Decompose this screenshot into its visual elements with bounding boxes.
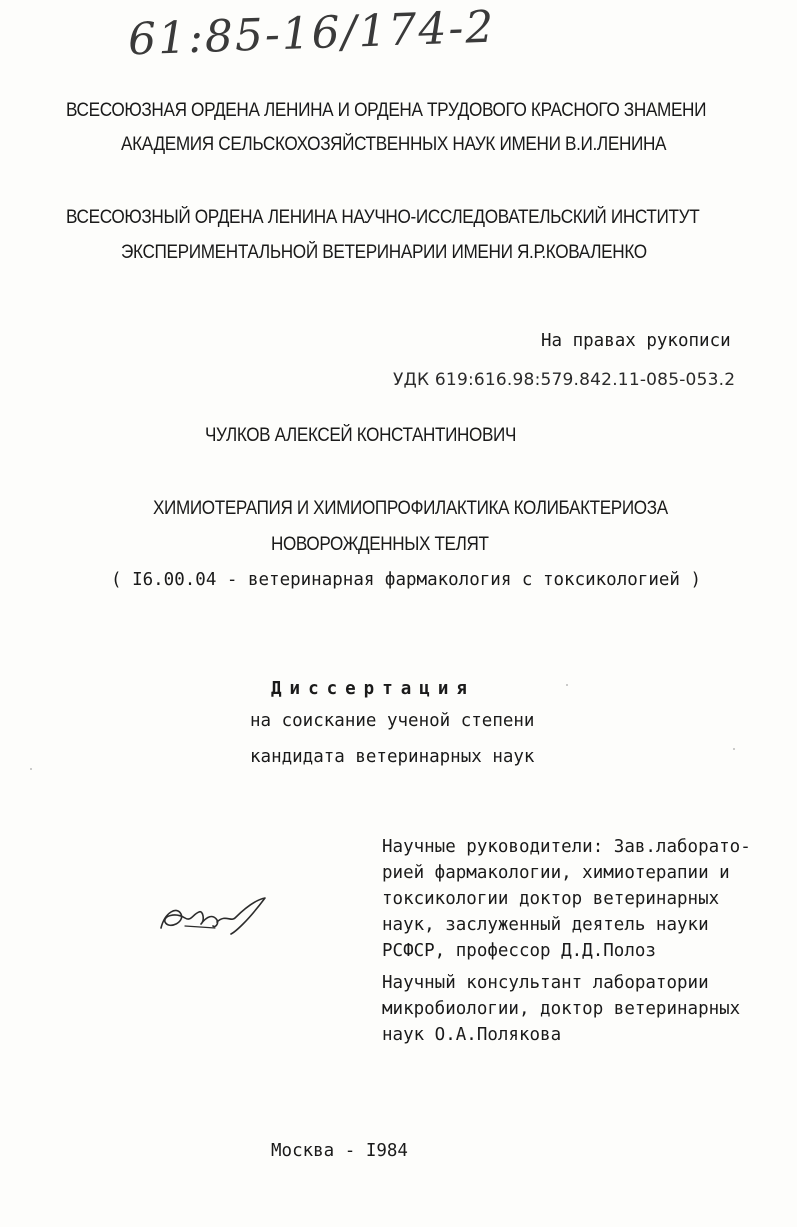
supervisor-line: токсикологии доктор ветеринарных: [382, 889, 720, 909]
degree-line-1: на соискание ученой степени: [250, 711, 535, 731]
supervisor-line: наук, заслуженный деятель науки: [382, 915, 709, 935]
archive-mark: 61:85-16/174-2: [127, 1, 497, 66]
supervisor-line: РСФСР, профессор Д.Д.Полоз: [382, 941, 656, 961]
paper-speck: [566, 684, 568, 686]
dissertation-label: Диссертация: [271, 679, 475, 699]
signature: [155, 892, 275, 942]
udk-code: УДК 619:616.98:579.842.11-085-053.2: [393, 370, 736, 390]
paper-speck: [30, 768, 32, 770]
author-name: ЧУЛКОВ АЛЕКСЕЙ КОНСТАНТИНОВИЧ: [205, 425, 516, 446]
thesis-title-line-1: ХИМИОТЕРАПИЯ И ХИМИОПРОФИЛАКТИКА КОЛИБАКТЕРИОЗА: [153, 498, 668, 519]
manuscript-rights: На правах рукописи: [541, 331, 731, 351]
supervisor-line: Научные руководители: Зав.лаборато-: [382, 837, 751, 857]
consultant-line: микробиологии, доктор ветеринарных: [382, 999, 741, 1019]
city-year: Москва - I984: [271, 1141, 408, 1161]
thesis-title-line-2: НОВОРОЖДЕННЫХ ТЕЛЯТ: [271, 534, 489, 555]
specialty-code: ( I6.00.04 - ветеринарная фармакология с токсикологией ): [111, 570, 702, 590]
consultant-line: Научный консультант лаборатории: [382, 973, 709, 993]
institute-line-2: ЭКСПЕРИМЕНТАЛЬНОЙ ВЕТЕРИНАРИИ ИМЕНИ Я.Р.КОВАЛЕНКО: [121, 242, 647, 263]
degree-line-2: кандидата ветеринарных наук: [250, 747, 535, 767]
institute-line-1: ВСЕСОЮЗНЫЙ ОРДЕНА ЛЕНИНА НАУЧНО-ИССЛЕДОВАТЕЛЬСКИЙ ИНСТИТУТ: [66, 207, 700, 228]
org-line-2: АКАДЕМИЯ СЕЛЬСКОХОЗЯЙСТВЕННЫХ НАУК ИМЕНИ В.И.ЛЕНИНА: [121, 134, 667, 155]
consultant-line: наук О.А.Полякова: [382, 1025, 562, 1045]
org-line-1: ВСЕСОЮЗНАЯ ОРДЕНА ЛЕНИНА И ОРДЕНА ТРУДОВОГО КРАСНОГО ЗНАМЕНИ: [66, 100, 707, 121]
supervisor-line: рией фармакологии, химиотерапии и: [382, 863, 730, 883]
paper-speck: [733, 748, 735, 750]
